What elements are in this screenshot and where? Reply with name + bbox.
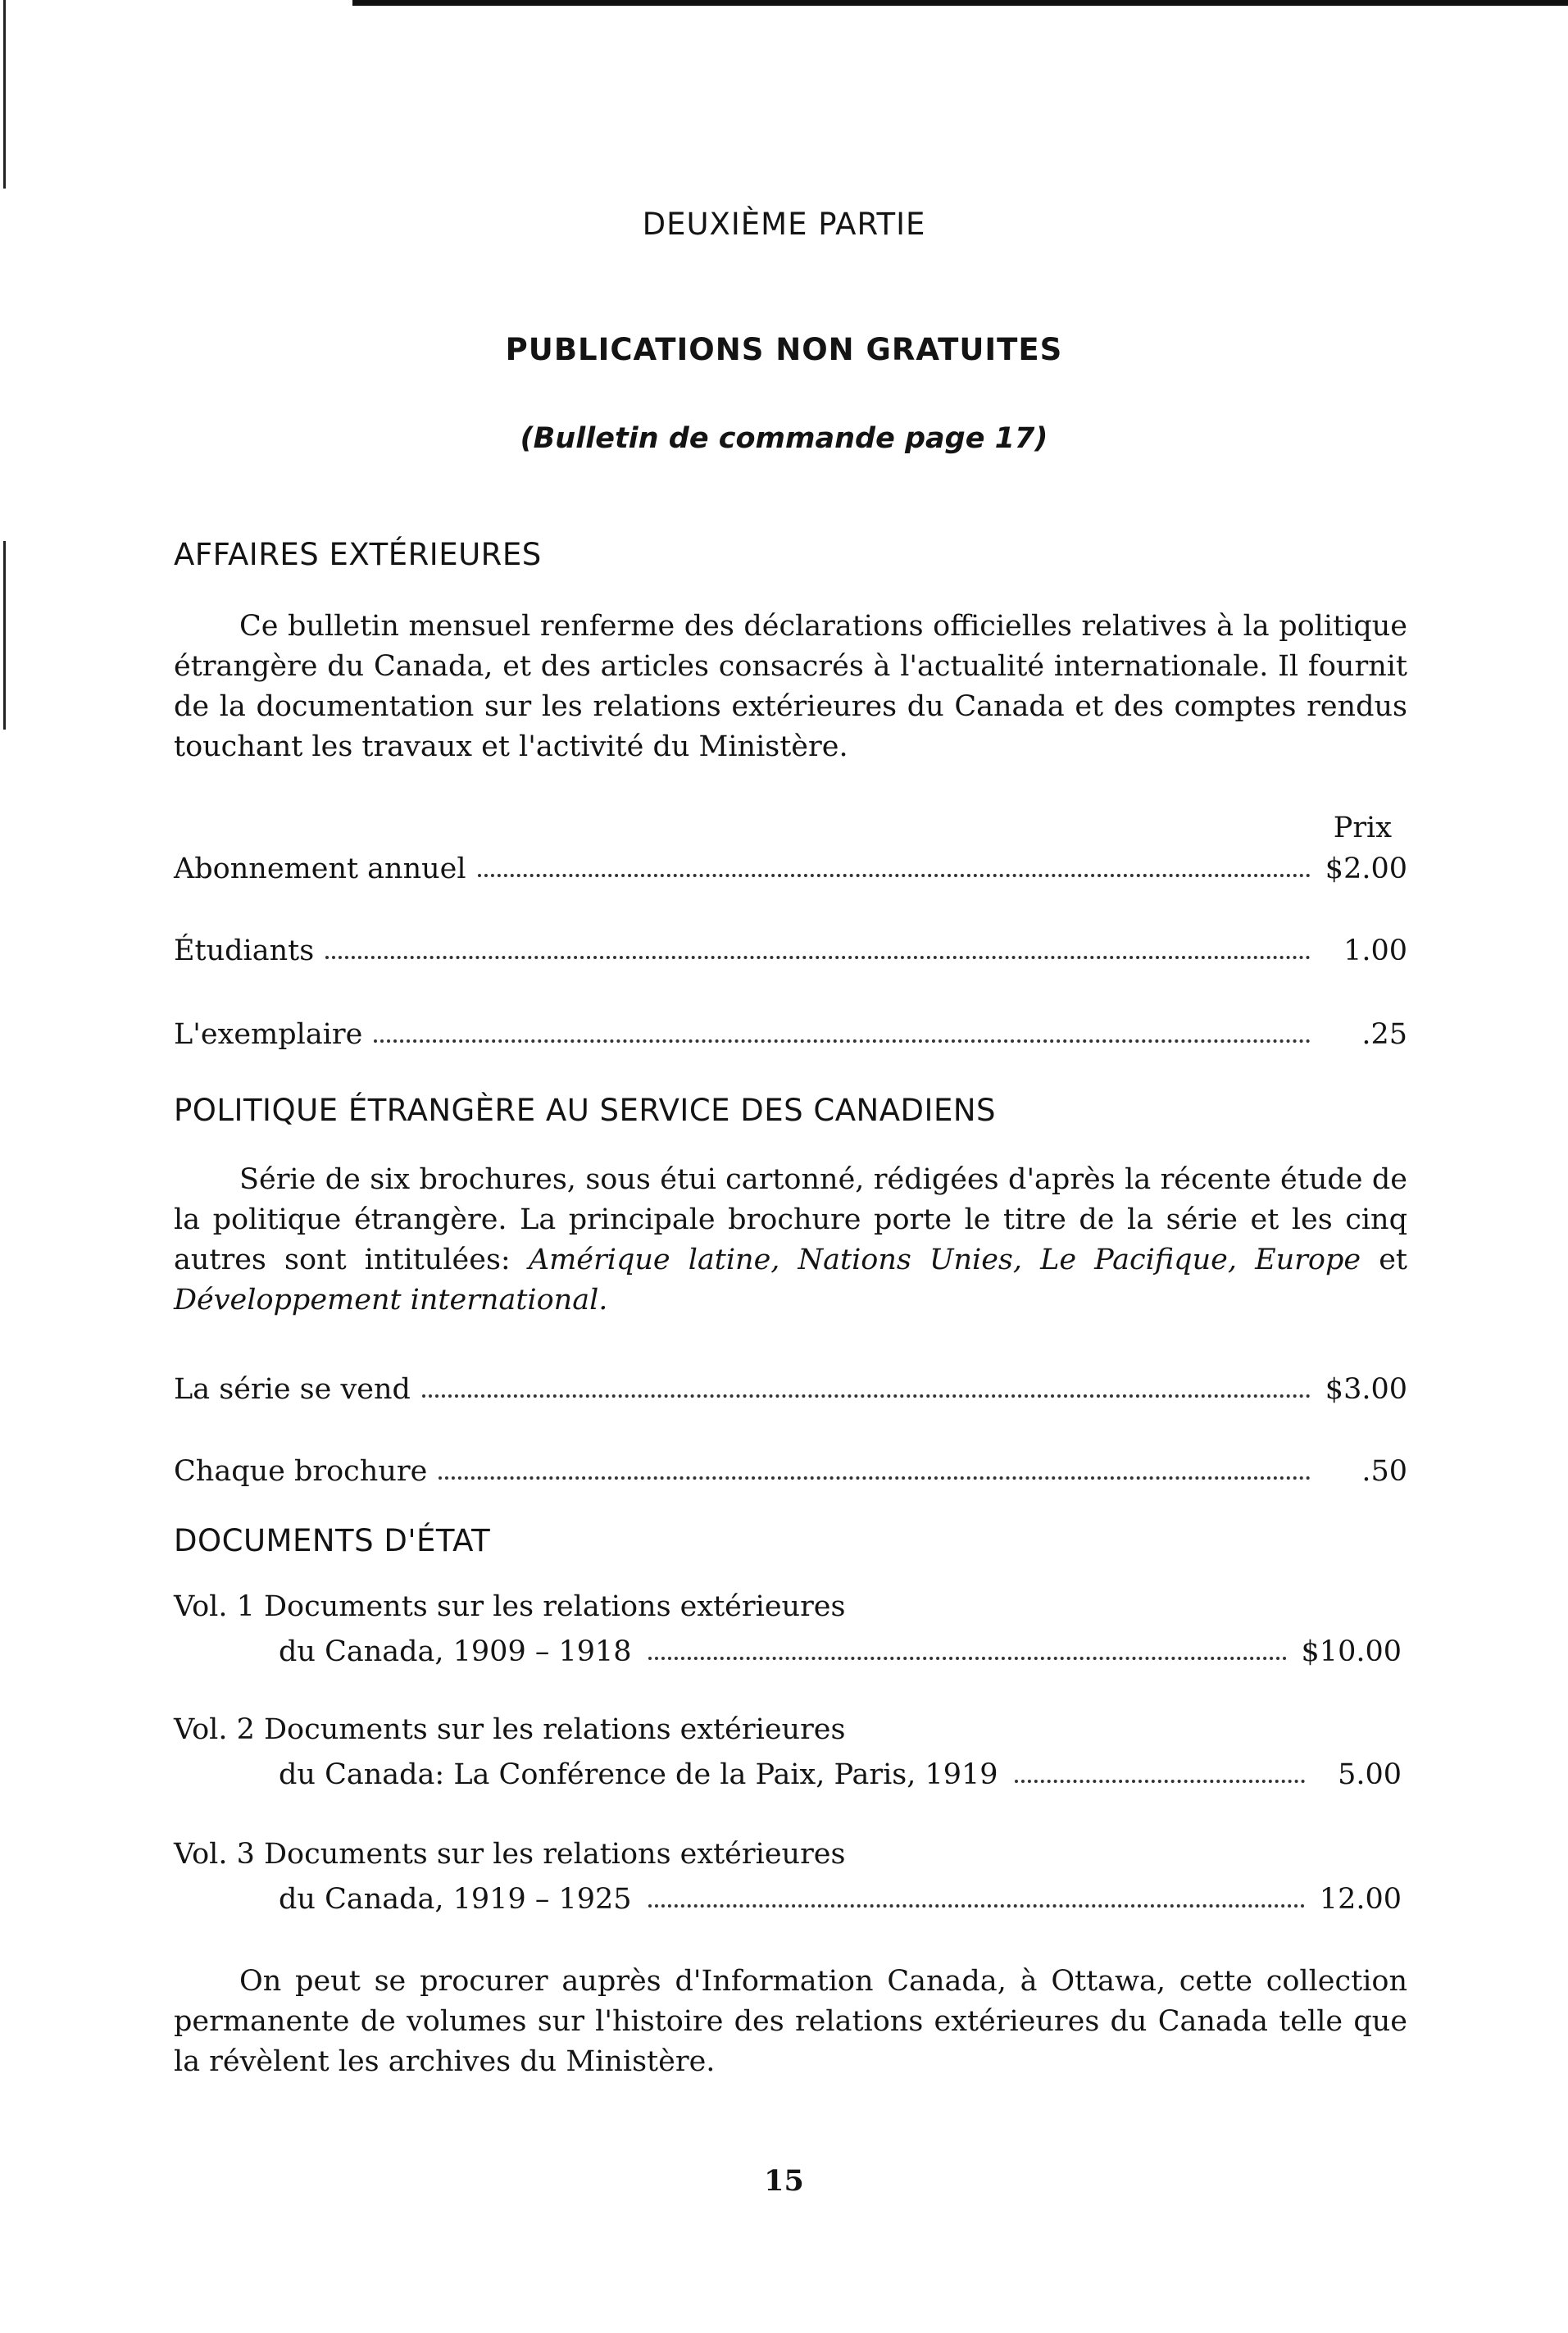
price-row bbox=[174, 1365, 1407, 1406]
affaires-paragraph: Ce bulletin mensuel renferme des déclarations officielles relatives à la politique étrangère du Canada, et des articles consacrés à l'actualité internationale. Il fournit de la documentation sur les relations extérieures du Canada et des comptes rendus touchant les travaux et l'activité du Ministère. bbox=[174, 610, 1407, 763]
price-row-label: L'exemplaire bbox=[174, 1018, 363, 1051]
price-row bbox=[174, 1010, 1407, 1051]
volume-row bbox=[279, 1750, 1402, 1791]
part-title: DEUXIÈME PARTIE bbox=[642, 207, 926, 242]
volume-subtitle: du Canada, 1919 – 1925 bbox=[279, 1883, 632, 1916]
price-row-label: Étudiants bbox=[174, 935, 315, 967]
dot-leader bbox=[439, 1476, 1311, 1480]
dot-leader bbox=[478, 874, 1311, 877]
price-value: $3.00 bbox=[1325, 1373, 1407, 1406]
volume-row bbox=[279, 1627, 1402, 1668]
brochure-titles: Amérique latine, Nations Unies, Le Pacifique, Europe bbox=[528, 1244, 1361, 1276]
volume-row bbox=[279, 1875, 1402, 1916]
volume-subtitle: du Canada, 1909 – 1918 bbox=[279, 1635, 632, 1668]
price-value: $2.00 bbox=[1325, 853, 1407, 885]
price-value: 1.00 bbox=[1343, 935, 1407, 967]
politique-paragraph bbox=[174, 1160, 1407, 1321]
politique-paragraph-text: Série de six brochures, sous étui cartonné, rédigées d'après la récente étude de la politique étrangère. La principale brochure porte le titre de la série et les cinq autres sont intitulées: bbox=[174, 1163, 1407, 1276]
dot-leader bbox=[422, 1394, 1311, 1398]
politique-heading: POLITIQUE ÉTRANGÈRE AU SERVICE DES CANADIENS bbox=[174, 1093, 996, 1128]
volume-title: Vol. 2 Documents sur les relations extérieures bbox=[174, 1713, 846, 1746]
price-value: 12.00 bbox=[1319, 1883, 1402, 1916]
dot-leader bbox=[374, 1039, 1311, 1043]
price-column-header: Prix bbox=[1333, 812, 1392, 844]
price-row bbox=[174, 926, 1407, 967]
conjunction-text: et bbox=[1379, 1244, 1407, 1276]
top-rule bbox=[352, 0, 1568, 6]
price-row bbox=[174, 844, 1407, 885]
price-row bbox=[174, 1447, 1407, 1488]
affaires-heading: AFFAIRES EXTÉRIEURES bbox=[174, 537, 542, 572]
brochure-title-last: Développement international. bbox=[174, 1284, 608, 1317]
dot-leader bbox=[648, 1904, 1305, 1908]
price-value: 5.00 bbox=[1338, 1758, 1402, 1791]
price-value: .25 bbox=[1361, 1018, 1407, 1051]
section-title: PUBLICATIONS NON GRATUITES bbox=[505, 332, 1063, 367]
volume-subtitle: du Canada: La Conférence de la Paix, Paris, 1919 bbox=[279, 1758, 998, 1791]
volume-title: Vol. 1 Documents sur les relations extérieures bbox=[174, 1590, 846, 1623]
price-value: $10.00 bbox=[1301, 1635, 1402, 1668]
price-row-label: Abonnement annuel bbox=[174, 853, 466, 885]
dot-leader bbox=[1015, 1780, 1305, 1783]
left-edge-mark bbox=[3, 0, 6, 189]
price-row-label: Chaque brochure bbox=[174, 1455, 428, 1488]
dot-leader bbox=[648, 1657, 1287, 1660]
page-number: 15 bbox=[764, 2164, 804, 2198]
dot-leader bbox=[325, 956, 1311, 959]
documents-heading: DOCUMENTS D'ÉTAT bbox=[174, 1523, 491, 1558]
price-row-label: La série se vend bbox=[174, 1373, 411, 1406]
order-note: (Bulletin de commande page 17) bbox=[520, 422, 1048, 455]
closing-paragraph: On peut se procurer auprès d'Information Canada, à Ottawa, cette collection permanente de volumes sur l'histoire des relations extérieures du Canada telle que la révèlent les archives du Ministère. bbox=[174, 1965, 1407, 2078]
volume-title: Vol. 3 Documents sur les relations extérieures bbox=[174, 1838, 846, 1871]
left-edge-mark bbox=[3, 541, 6, 730]
price-value: .50 bbox=[1361, 1455, 1407, 1488]
